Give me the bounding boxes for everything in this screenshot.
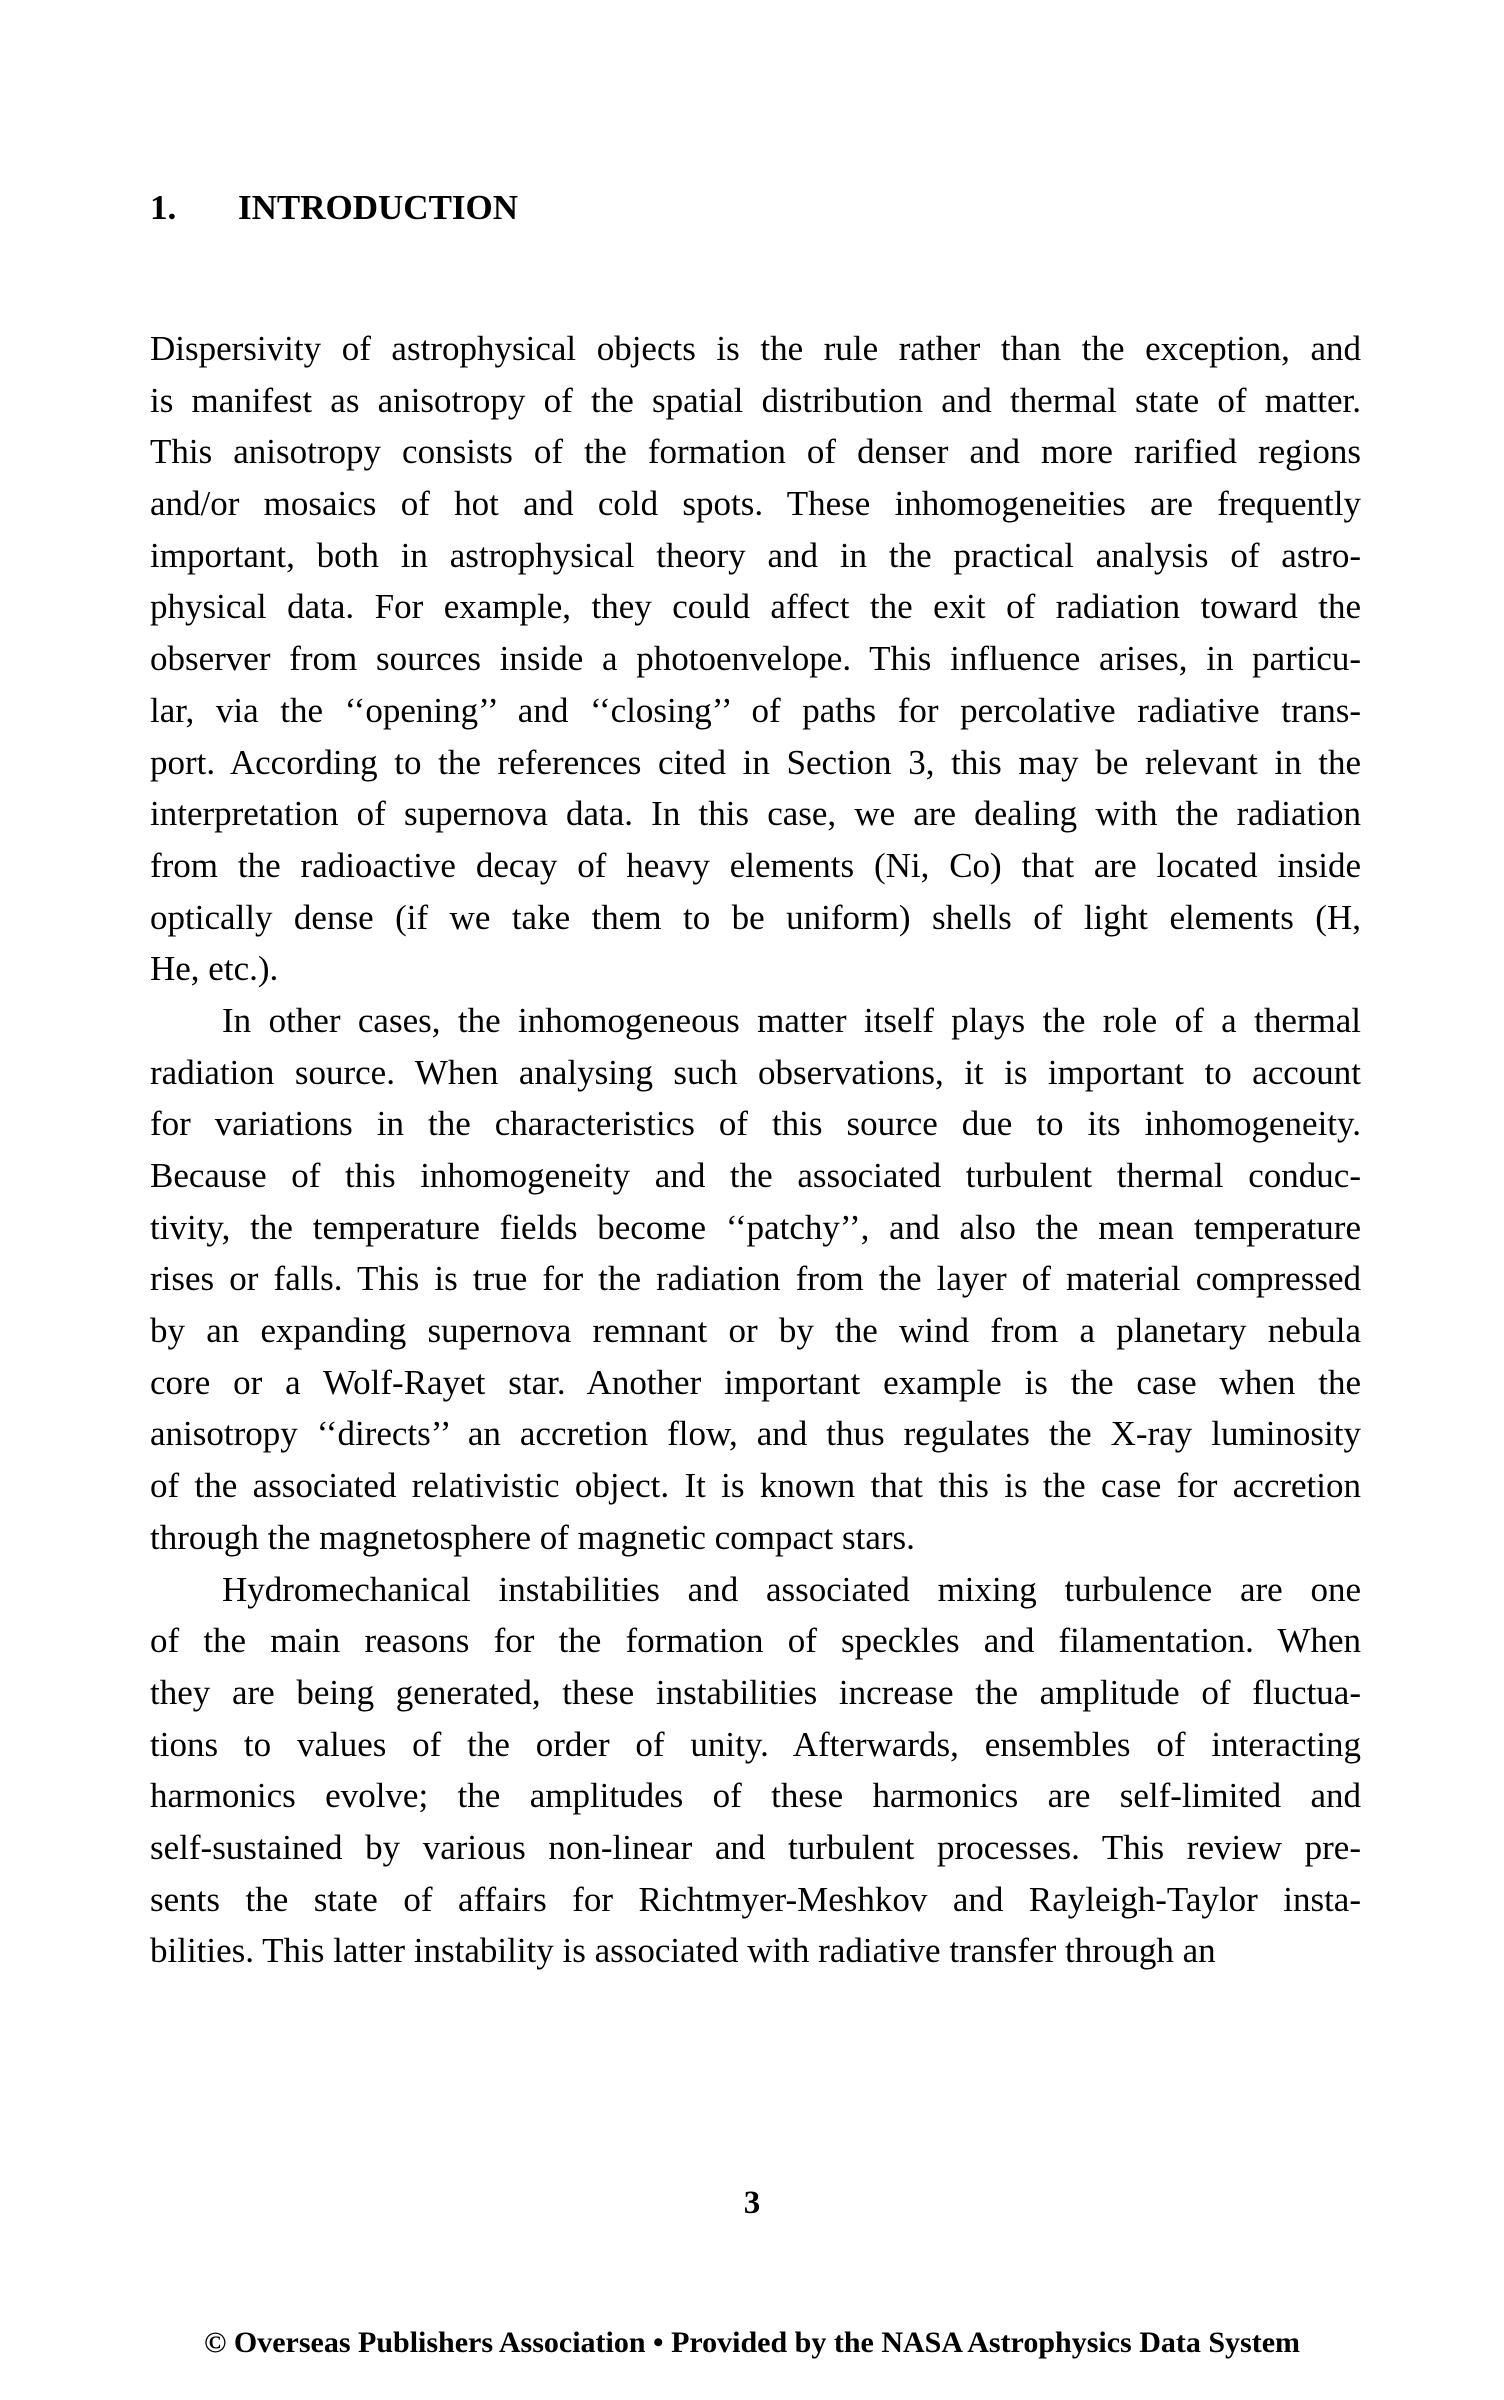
text-line: of the associated relativistic object. It is known that this is the case for accretion [150,1466,1361,1506]
text-line: observer from sources inside a photoenvelope. This influence arises, in particu- [150,639,1361,679]
text-line: port. According to the references cited in Section 3, this may be relevant in the [150,742,1361,782]
text-line: He, etc.). [150,949,279,989]
text-line: self-sustained by various non-linear and turbulent processes. This review pre- [150,1827,1361,1867]
text-line: radiation source. When analysing such observations, it is important to account [150,1052,1361,1092]
text-line: and/or mosaics of hot and cold spots. These inhomogeneities are frequently [150,484,1361,524]
text-line: anisotropy ‘‘directs’’ an accretion flow, and thus regulates the X-ray luminosity [150,1414,1361,1454]
footer-credit: © Overseas Publishers Association • Provided by the NASA Astrophysics Data System [203,2326,1301,2359]
body-text [150,323,1361,1977]
text-line: This anisotropy consists of the formation of denser and more rarified regions [150,432,1361,472]
page-number: 3 [743,2185,761,2221]
text-line: by an expanding supernova remnant or by the wind from a planetary nebula [150,1311,1361,1351]
text-line: Dispersivity of astrophysical objects is the rule rather than the exception, and [150,329,1361,368]
text-line: interpretation of supernova data. In this case, we are dealing with the radiation [150,794,1361,834]
text-line: of the main reasons for the formation of speckles and filamentation. When [150,1621,1361,1661]
text-line: sents the state of affairs for Richtmyer-Meshkov and Rayleigh-Taylor insta- [150,1879,1361,1919]
text-line: bilities. This latter instability is associated with radiative transfer through an [150,1931,1216,1971]
text-line: Because of this inhomogeneity and the associated turbulent thermal conduc- [150,1156,1361,1195]
text-line: tivity, the temperature fields become ‘‘patchy’’, and also the mean temperature [150,1207,1361,1247]
text-line: for variations in the characteristics of this source due to its inhomogeneity. [150,1104,1361,1144]
text-line: lar, via the ‘‘opening’’ and ‘‘closing’’ of paths for percolative radiative trans- [150,690,1361,730]
text-line: is manifest as anisotropy of the spatial distribution and thermal state of matter. [150,380,1361,420]
text-line: through the magnetosphere of magnetic compact stars. [150,1517,915,1557]
text-line: from the radioactive decay of heavy elements (Ni, Co) that are located inside [150,845,1361,885]
text-line: Hydromechanical instabilities and associated mixing turbulence are one [222,1569,1361,1609]
text-line: In other cases, the inhomogeneous matter itself plays the role of a thermal [222,1000,1361,1040]
text-line: they are being generated, these instabilities increase the amplitude of fluctua- [150,1672,1361,1712]
text-line: physical data. For example, they could affect the exit of radiation toward the [150,587,1361,627]
text-line: harmonics evolve; the amplitudes of these harmonics are self-limited and [150,1776,1361,1816]
text-line: rises or falls. This is true for the radiation from the layer of material compressed [150,1259,1361,1299]
section-number: 1. [150,188,177,227]
text-line: important, both in astrophysical theory and in the practical analysis of astro- [150,535,1361,575]
section-title: INTRODUCTION [238,188,519,227]
text-line: tions to values of the order of unity. Afterwards, ensembles of interacting [150,1724,1361,1764]
text-line: optically dense (if we take them to be uniform) shells of light elements (H, [150,897,1361,937]
text-line: core or a Wolf-Rayet star. Another important example is the case when the [150,1362,1361,1402]
